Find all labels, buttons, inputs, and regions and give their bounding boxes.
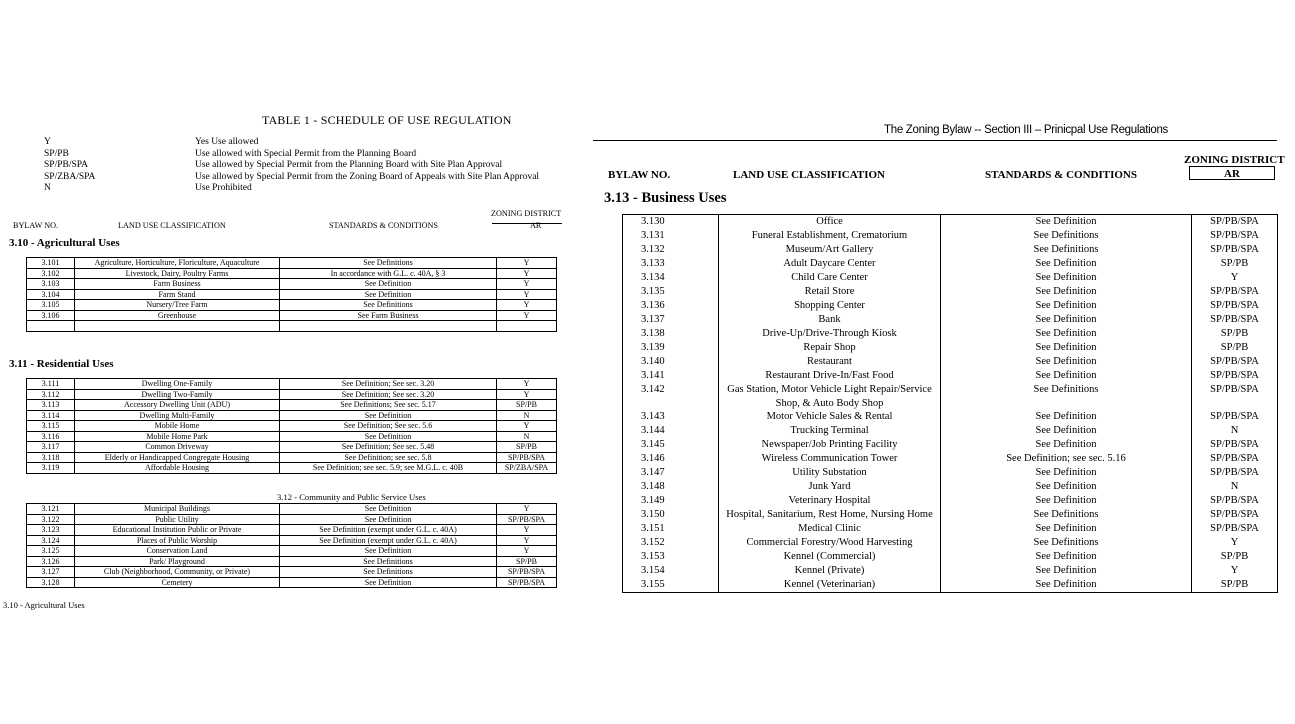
section-heading-community: 3.12 - Community and Public Service Uses [277,492,426,502]
table-row [623,564,1278,578]
empty-cell [497,321,557,332]
standards-cell: See Definitions [941,383,1192,410]
bylaw-number-cell: 3.106 [27,310,75,321]
section-heading-business: 3.13 - Business Uses [604,190,727,206]
section-heading-agricultural: 3.10 - Agricultural Uses [9,237,120,249]
business-uses-table [622,214,1278,593]
bylaw-number-cell: 3.134 [623,271,719,285]
table-row [623,494,1278,508]
bylaw-number-cell: 3.154 [623,564,719,578]
bylaw-number-cell: 3.103 [27,279,75,290]
bylaw-number-cell: 3.125 [27,546,75,557]
table-row [27,431,557,442]
land-use-cell: Trucking Terminal [719,424,941,438]
zoning-status-cell: SP/PB/SPA [1192,313,1278,327]
zoning-district-header: ZONING DISTRICT [1184,154,1285,166]
land-use-cell: Dwelling Two-Family [75,389,280,400]
land-use-cell: Dwelling One-Family [75,379,280,390]
zoning-status-cell: Y [497,379,557,390]
land-use-cell: Municipal Buildings [75,504,280,515]
zoning-district-header: ZONING DISTRICT [491,209,562,218]
standards-cell: See Definition (exempt under G.L. c. 40A) [280,535,497,546]
zoning-status-cell: SP/PB/SPA [1192,355,1278,369]
bylaw-number-cell: 3.132 [623,243,719,257]
bylaw-number-cell: 3.144 [623,424,719,438]
bylaw-number-cell: 3.147 [623,466,719,480]
zoning-status-cell: SP/PB/SPA [1192,229,1278,243]
land-use-cell: Hospital, Sanitarium, Rest Home, Nursing Home [719,508,941,522]
land-use-cell: Mobile Home [75,421,280,432]
bylaw-number-cell: 3.137 [623,313,719,327]
standards-cell: See Definition [280,577,497,588]
legend-row [44,149,539,161]
legend-code: SP/ZBA/SPA [44,171,96,182]
zoning-status-cell: Y [497,279,557,290]
bylaw-number-cell: 3.115 [27,421,75,432]
zoning-status-cell: SP/PB/SPA [1192,243,1278,257]
land-use-cell: Veterinary Hospital [719,494,941,508]
land-use-cell: Park/ Playground [75,556,280,567]
bylaw-number-cell: 3.150 [623,508,719,522]
land-use-cell: Elderly or Handicapped Congregate Housing [75,452,280,463]
bylaw-number-cell: 3.111 [27,379,75,390]
zoning-status-cell: SP/PB/SPA [1192,369,1278,383]
land-use-cell: Club (Neighborhood, Community, or Private) [75,567,280,578]
table-row [27,546,557,557]
bylaw-number-cell: 3.122 [27,514,75,525]
zoning-status-cell: Y [497,535,557,546]
standards-cell: See Definition [280,410,497,421]
table-title: TABLE 1 - SCHEDULE OF USE REGULATION [262,113,512,127]
land-use-cell: Adult Daycare Center [719,257,941,271]
bylaw-number-cell: 3.131 [623,229,719,243]
table-row [27,525,557,536]
land-use-cell: Junk Yard [719,480,941,494]
legend-row [44,172,539,184]
community-uses-table [26,503,557,588]
bylaw-number-cell: 3.146 [623,452,719,466]
table-row [623,243,1278,257]
zoning-status-cell: Y [1192,536,1278,550]
zoning-status-cell: SP/PB/SPA [1192,452,1278,466]
standards-cell: See Definition; See sec. 5.48 [280,442,497,453]
land-use-cell: Office [719,215,941,230]
standards-cell: See Farm Business [280,310,497,321]
standards-cell: See Definition [941,522,1192,536]
zoning-status-cell: Y [1192,271,1278,285]
bylaw-number-cell: 3.113 [27,400,75,411]
table-row [623,299,1278,313]
legend-code: Y [44,137,51,147]
zoning-status-cell: SP/PB [497,400,557,411]
zoning-status-cell: Y [497,421,557,432]
zoning-status-cell: SP/PB [1192,341,1278,355]
standards-cell: See Definition [941,494,1192,508]
land-use-cell: Kennel (Commercial) [719,550,941,564]
bylaw-number-cell: 3.127 [27,567,75,578]
standards-cell: See Definition [941,355,1192,369]
zoning-status-cell: Y [497,289,557,300]
table-row [623,383,1278,410]
table-row [623,550,1278,564]
bylaw-number-cell: 3.116 [27,431,75,442]
legend-code: N [44,183,51,193]
empty-cell [75,321,280,332]
land-use-cell: Livestock, Dairy, Poultry Farms [75,268,280,279]
bylaw-number-cell: 3.114 [27,410,75,421]
bylaw-number-cell: 3.141 [623,369,719,383]
bylaw-number-cell: 3.149 [623,494,719,508]
table-row [27,504,557,515]
land-use-cell: Mobile Home Park [75,431,280,442]
bylaw-number-cell: 3.117 [27,442,75,453]
land-use-cell: Restaurant [719,355,941,369]
zoning-status-cell: SP/PB/SPA [1192,215,1278,230]
table-row [27,577,557,588]
legend-code: SP/PB [44,148,69,159]
bylaw-no-header: BYLAW NO. [13,221,59,230]
zoning-status-cell: Y [1192,564,1278,578]
standards-cell: See Definition [941,369,1192,383]
table-row [623,313,1278,327]
standards-header: STANDARDS & CONDITIONS [985,169,1137,181]
empty-cell [27,321,75,332]
standards-cell: See Definition [941,466,1192,480]
table-row [623,522,1278,536]
zoning-status-cell: SP/PB/SPA [497,577,557,588]
standards-cell: See Definition [941,424,1192,438]
legend-desc: Use allowed with Special Permit from the Planning Board [195,148,417,159]
zoning-status-cell: SP/PB [497,556,557,567]
table-row [27,379,557,390]
land-use-cell: Kennel (Veterinarian) [719,578,941,593]
land-use-cell: Kennel (Private) [719,564,941,578]
standards-cell: See Definition [941,341,1192,355]
standards-cell: See Definition [941,313,1192,327]
zoning-status-cell: SP/PB/SPA [497,452,557,463]
zoning-status-cell: Y [497,389,557,400]
bylaw-number-cell: 3.152 [623,536,719,550]
zoning-status-cell: SP/PB [1192,327,1278,341]
bylaw-number-cell: 3.123 [27,525,75,536]
zoning-status-cell: Y [497,546,557,557]
residential-uses-table [26,378,557,474]
table-row [623,215,1278,230]
legend-desc: Use Prohibited [195,183,252,193]
bylaw-number-cell: 3.142 [623,383,719,410]
left-document-page [0,106,575,616]
land-use-cell: Motor Vehicle Sales & Rental [719,410,941,424]
legend-code: SP/PB/SPA [44,160,89,170]
empty-cell [280,321,497,332]
bylaw-number-cell: 3.155 [623,578,719,593]
ar-header: AR [530,221,542,230]
land-use-cell: Affordable Housing [75,463,280,474]
header-rule [593,140,1277,141]
standards-cell: See Definition [941,215,1192,230]
zoning-status-cell: Y [497,258,557,269]
land-use-cell: Cemetery [75,577,280,588]
table-row [623,271,1278,285]
land-use-cell: Farm Business [75,279,280,290]
zoning-status-cell: SP/PB/SPA [1192,383,1278,410]
standards-cell: See Definitions [941,229,1192,243]
bylaw-number-cell: 3.133 [623,257,719,271]
land-use-cell: Utility Substation [719,466,941,480]
table-row [27,268,557,279]
bylaw-number-cell: 3.126 [27,556,75,567]
bylaw-number-cell: 3.148 [623,480,719,494]
standards-cell: See Definition; see sec. 5.16 [941,452,1192,466]
bylaw-number-cell: 3.130 [623,215,719,230]
bylaw-no-header: BYLAW NO. [608,169,671,181]
table-row [623,257,1278,271]
standards-cell: See Definition; See sec. 5.6 [280,421,497,432]
standards-cell: See Definition [280,504,497,515]
legend-row [44,183,539,195]
land-use-cell: Gas Station, Motor Vehicle Light Repair/Service Shop, & Auto Body Shop [719,383,941,410]
table-row [623,410,1278,424]
land-use-cell: Newspaper/Job Printing Facility [719,438,941,452]
table-row [27,452,557,463]
bylaw-number-cell: 3.136 [623,299,719,313]
bylaw-number-cell: 3.140 [623,355,719,369]
section-heading-residential: 3.11 - Residential Uses [9,358,114,370]
table-row [27,556,557,567]
zoning-status-cell: SP/PB/SPA [1192,299,1278,313]
zoning-status-cell: SP/PB/SPA [1192,508,1278,522]
land-use-cell: Museum/Art Gallery [719,243,941,257]
table-row [623,536,1278,550]
zoning-status-cell: SP/PB/SPA [497,567,557,578]
bylaw-number-cell: 3.124 [27,535,75,546]
bylaw-number-cell: 3.112 [27,389,75,400]
land-use-cell: Repair Shop [719,341,941,355]
standards-cell: See Definition [280,431,497,442]
standards-cell: See Definitions [280,567,497,578]
legend-row [44,160,539,172]
table-row [623,508,1278,522]
table-row [27,567,557,578]
table-row-spacer [27,321,557,332]
land-use-cell: Common Driveway [75,442,280,453]
land-use-cell: Public Utility [75,514,280,525]
land-use-cell: Medical Clinic [719,522,941,536]
land-use-cell: Farm Stand [75,289,280,300]
table-row [27,389,557,400]
land-use-cell: Drive-Up/Drive-Through Kiosk [719,327,941,341]
bylaw-number-cell: 3.139 [623,341,719,355]
zoning-status-cell: Y [497,268,557,279]
standards-header: STANDARDS & CONDITIONS [329,221,438,230]
land-use-cell: Funeral Establishment, Crematorium [719,229,941,243]
standards-cell: See Definition [280,514,497,525]
land-use-cell: Wireless Communication Tower [719,452,941,466]
land-use-header: LAND USE CLASSIFICATION [118,221,226,230]
zoning-status-cell: SP/PB/SPA [497,514,557,525]
standards-cell: In accordance with G.L. c. 40A, § 3 [280,268,497,279]
land-use-cell: Child Care Center [719,271,941,285]
bylaw-number-cell: 3.118 [27,452,75,463]
table-row [27,410,557,421]
table-row [623,578,1278,593]
zoning-status-cell: Y [497,300,557,311]
ar-header: AR [1189,166,1275,180]
legend-desc: Use allowed by Special Permit from the Zoning Board of Appeals with Site Plan Approval [195,171,540,182]
table-row [27,514,557,525]
zoning-status-cell: SP/PB [1192,257,1278,271]
land-use-cell: Greenhouse [75,310,280,321]
zoning-status-cell: N [1192,424,1278,438]
bylaw-number-cell: 3.101 [27,258,75,269]
zoning-status-cell: Y [497,310,557,321]
table-row [27,310,557,321]
standards-cell: See Definition [941,327,1192,341]
table-row [623,285,1278,299]
standards-cell: See Definition; see sec. 5.9; see M.G.L. c. 40B [280,463,497,474]
land-use-cell: Educational Institution Public or Private [75,525,280,536]
zoning-status-cell: N [497,431,557,442]
table-row [623,424,1278,438]
land-use-cell: Nursery/Tree Farm [75,300,280,311]
zoning-status-cell: SP/PB/SPA [1192,285,1278,299]
legend-desc: Yes Use allowed [195,137,259,147]
table-row [27,400,557,411]
table-row [27,463,557,474]
table-row [27,258,557,269]
standards-cell: See Definition [941,564,1192,578]
standards-cell: See Definitions [280,556,497,567]
standards-cell: See Definitions [280,300,497,311]
land-use-header: LAND USE CLASSIFICATION [733,169,885,181]
zoning-status-cell: SP/PB [1192,578,1278,593]
zoning-status-cell: SP/ZBA/SPA [497,463,557,474]
header-rule [492,223,562,224]
zoning-status-cell: N [1192,480,1278,494]
table-row [27,289,557,300]
standards-cell: See Definitions [941,508,1192,522]
zoning-status-cell: SP/PB/SPA [1192,410,1278,424]
land-use-cell: Retail Store [719,285,941,299]
standards-cell: See Definition [941,285,1192,299]
bylaw-number-cell: 3.119 [27,463,75,474]
land-use-cell: Commercial Forestry/Wood Harvesting [719,536,941,550]
bylaw-number-cell: 3.105 [27,300,75,311]
land-use-cell: Restaurant Drive-In/Fast Food [719,369,941,383]
table-row [623,229,1278,243]
table-row [623,327,1278,341]
standards-cell: See Definition; See sec. 3.20 [280,379,497,390]
standards-cell: See Definition [280,289,497,300]
table-row [623,355,1278,369]
table-row [623,452,1278,466]
land-use-cell: Bank [719,313,941,327]
bylaw-number-cell: 3.121 [27,504,75,515]
agricultural-uses-table [26,257,557,332]
standards-cell: See Definition [941,438,1192,452]
standards-cell: See Definition [941,257,1192,271]
table-row [623,369,1278,383]
land-use-cell: Places of Public Worship [75,535,280,546]
zoning-status-cell: SP/PB/SPA [1192,494,1278,508]
bylaw-number-cell: 3.138 [623,327,719,341]
standards-cell: See Definitions [941,243,1192,257]
standards-cell: See Definition; see sec. 5.8 [280,452,497,463]
bylaw-number-cell: 3.153 [623,550,719,564]
standards-cell: See Definition [941,410,1192,424]
zoning-status-cell: SP/PB [497,442,557,453]
zoning-status-cell: SP/PB/SPA [1192,438,1278,452]
bylaw-number-cell: 3.135 [623,285,719,299]
standards-cell: See Definitions [941,536,1192,550]
bylaw-number-cell: 3.102 [27,268,75,279]
table-row [623,480,1278,494]
land-use-cell: Shopping Center [719,299,941,313]
page-footer: 3.10 - Agricultural Uses [3,600,85,610]
legend-desc: Use allowed by Special Permit from the Planning Board with Site Plan Approval [195,160,503,170]
land-use-cell: Dwelling Multi-Family [75,410,280,421]
standards-cell: See Definition [280,546,497,557]
zoning-status-cell: Y [497,525,557,536]
standards-cell: See Definition (exempt under G.L. c. 40A) [280,525,497,536]
standards-cell: See Definitions [280,258,497,269]
standards-cell: See Definition [941,550,1192,564]
zoning-status-cell: SP/PB/SPA [1192,522,1278,536]
standards-cell: See Definitions; See sec. 5.17 [280,400,497,411]
standards-cell: See Definition; See sec. 3.20 [280,389,497,400]
land-use-cell: Conservation Land [75,546,280,557]
zoning-status-cell: SP/PB [1192,550,1278,564]
table-row [623,341,1278,355]
running-header: The Zoning Bylaw -- Section III – Prinicpal Use Regulations [884,124,1168,136]
standards-cell: See Definition [941,480,1192,494]
table-row [27,535,557,546]
legend [44,137,539,195]
bylaw-number-cell: 3.128 [27,577,75,588]
bylaw-number-cell: 3.145 [623,438,719,452]
table-row [27,421,557,432]
bylaw-number-cell: 3.104 [27,289,75,300]
right-document-page [593,120,1293,600]
zoning-status-cell: N [497,410,557,421]
table-row [27,300,557,311]
land-use-cell: Accessory Dwelling Unit (ADU) [75,400,280,411]
standards-cell: See Definition [941,271,1192,285]
standards-cell: See Definition [941,299,1192,313]
bylaw-number-cell: 3.151 [623,522,719,536]
zoning-status-cell: Y [497,504,557,515]
table-row [27,442,557,453]
table-row [623,438,1278,452]
legend-row [44,137,539,149]
bylaw-number-cell: 3.143 [623,410,719,424]
table-row [27,279,557,290]
table-row [623,466,1278,480]
zoning-status-cell: SP/PB/SPA [1192,466,1278,480]
land-use-cell: Agriculture, Horticulture, Floriculture, Aquaculture [75,258,280,269]
standards-cell: See Definition [280,279,497,290]
standards-cell: See Definition [941,578,1192,593]
